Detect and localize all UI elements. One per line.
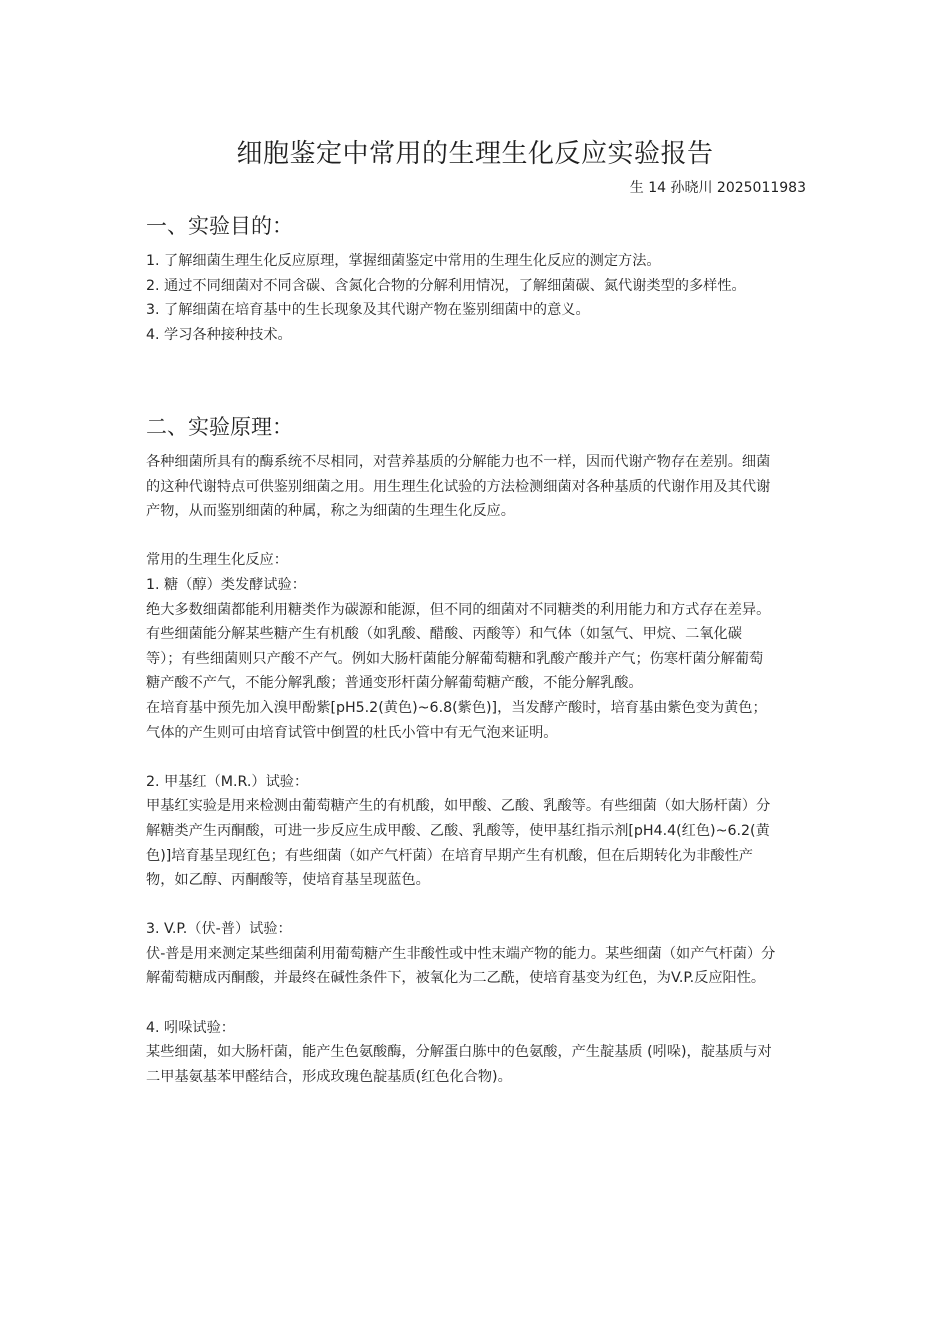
test-heading-indole: 4. 吲哚试验： bbox=[146, 1019, 235, 1036]
objective-item: 3. 了解细菌在培育基中的生长现象及其代谢产物在鉴别细菌中的意义。 bbox=[146, 302, 590, 319]
test-paragraph: 在培育基中预先加入溴甲酚紫[pH5.2(黄色)~6.8(紫色)]，当发酵产酸时，培育基由紫色变为黄色；气体的产生则可由培育试管中倒置的杜氏小管中有无气泡来证明。 bbox=[146, 699, 767, 741]
test-heading-vp: 3. V.P.（伏-普）试验： bbox=[146, 921, 292, 938]
principles-body bbox=[146, 450, 776, 1089]
section-heading-objectives: 一、实验目的： bbox=[146, 214, 293, 238]
section-heading-principles: 二、实验原理： bbox=[146, 415, 293, 439]
test-paragraph: 某些细菌，如大肠杆菌，能产生色氨酸酶，分解蛋白胨中的色氨酸，产生靛基质 (吲哚)，靛基质与对二甲基氨基苯甲醛结合，形成玫瑰色靛基质(红色化合物)。 bbox=[146, 1044, 772, 1085]
test-paragraph: 绝大多数细菌都能利用糖类作为碳源和能源，但不同的细菌对不同糖类的利用能力和方式存在差异。有些细菌能分解某些糖产生有机酸（如乳酸、醋酸、丙酸等）和气体（如氢气、甲烷、二氧化碳等）；有些细菌则只产酸不产气。例如大肠杆菌能分解葡萄糖和乳酸产酸并产气；伤寒杆菌分解葡萄糖产酸不产气，不能分解乳酸；普通变形杆菌分解葡萄糖产酸，不能分解乳酸。 bbox=[146, 601, 771, 692]
author-line: 生 14 孙晓川 2025011983 bbox=[629, 180, 806, 196]
report-title: 细胞鉴定中常用的生理生化反应实验报告 bbox=[236, 139, 714, 169]
objectives-list bbox=[146, 249, 776, 347]
test-paragraph: 甲基红实验是用来检测由葡萄糖产生的有机酸，如甲酸、乙酸、乳酸等。有些细菌（如大肠杆菌）分解糖类产生丙酮酸，可进一步反应生成甲酸、乙酸、乳酸等，使甲基红指示剂[pH4.4(红色)~6.2(黄色)]培育基呈现红色；有些细菌（如产气杆菌）在培育早期产生有机酸，但在后期转化为非酸性产物，如乙醇、丙酮酸等，使培育基呈现蓝色。 bbox=[146, 798, 771, 889]
objective-item: 1. 了解细菌生理生化反应原理，掌握细菌鉴定中常用的生理生化反应的测定方法。 bbox=[146, 253, 661, 269]
objective-item: 4. 学习各种接种技术。 bbox=[146, 326, 292, 343]
test-paragraph: 伏-普是用来测定某些细菌利用葡萄糖产生非酸性或中性末端产物的能力。某些细菌（如产气杆菌）分解葡萄糖成丙酮酸，并最终在碱性条件下，被氧化为二乙酰，使培育基变为红色，为V.P.反应阳性。 bbox=[146, 945, 776, 987]
common-reactions-label: 常用的生理生化反应： bbox=[146, 552, 288, 569]
intro-paragraph: 各种细菌所具有的酶系统不尽相同，对营养基质的分解能力也不一样，因而代谢产物存在差别。细菌的这种代谢特点可供鉴别细菌之用。用生理生化试验的方法检测细菌对各种基质的代谢作用及其代谢产物，从而鉴别细菌的种属，称之为细菌的生理生化反应。 bbox=[146, 454, 771, 520]
test-heading-methyl-red: 2. 甲基红（M.R.）试验： bbox=[146, 773, 309, 790]
test-heading-sugar-fermentation: 1. 糖（醇）类发酵试验： bbox=[146, 576, 306, 593]
objective-item: 2. 通过不同细菌对不同含碳、含氮化合物的分解利用情况，了解细菌碳、氮代谢类型的多样性。 bbox=[146, 277, 746, 294]
